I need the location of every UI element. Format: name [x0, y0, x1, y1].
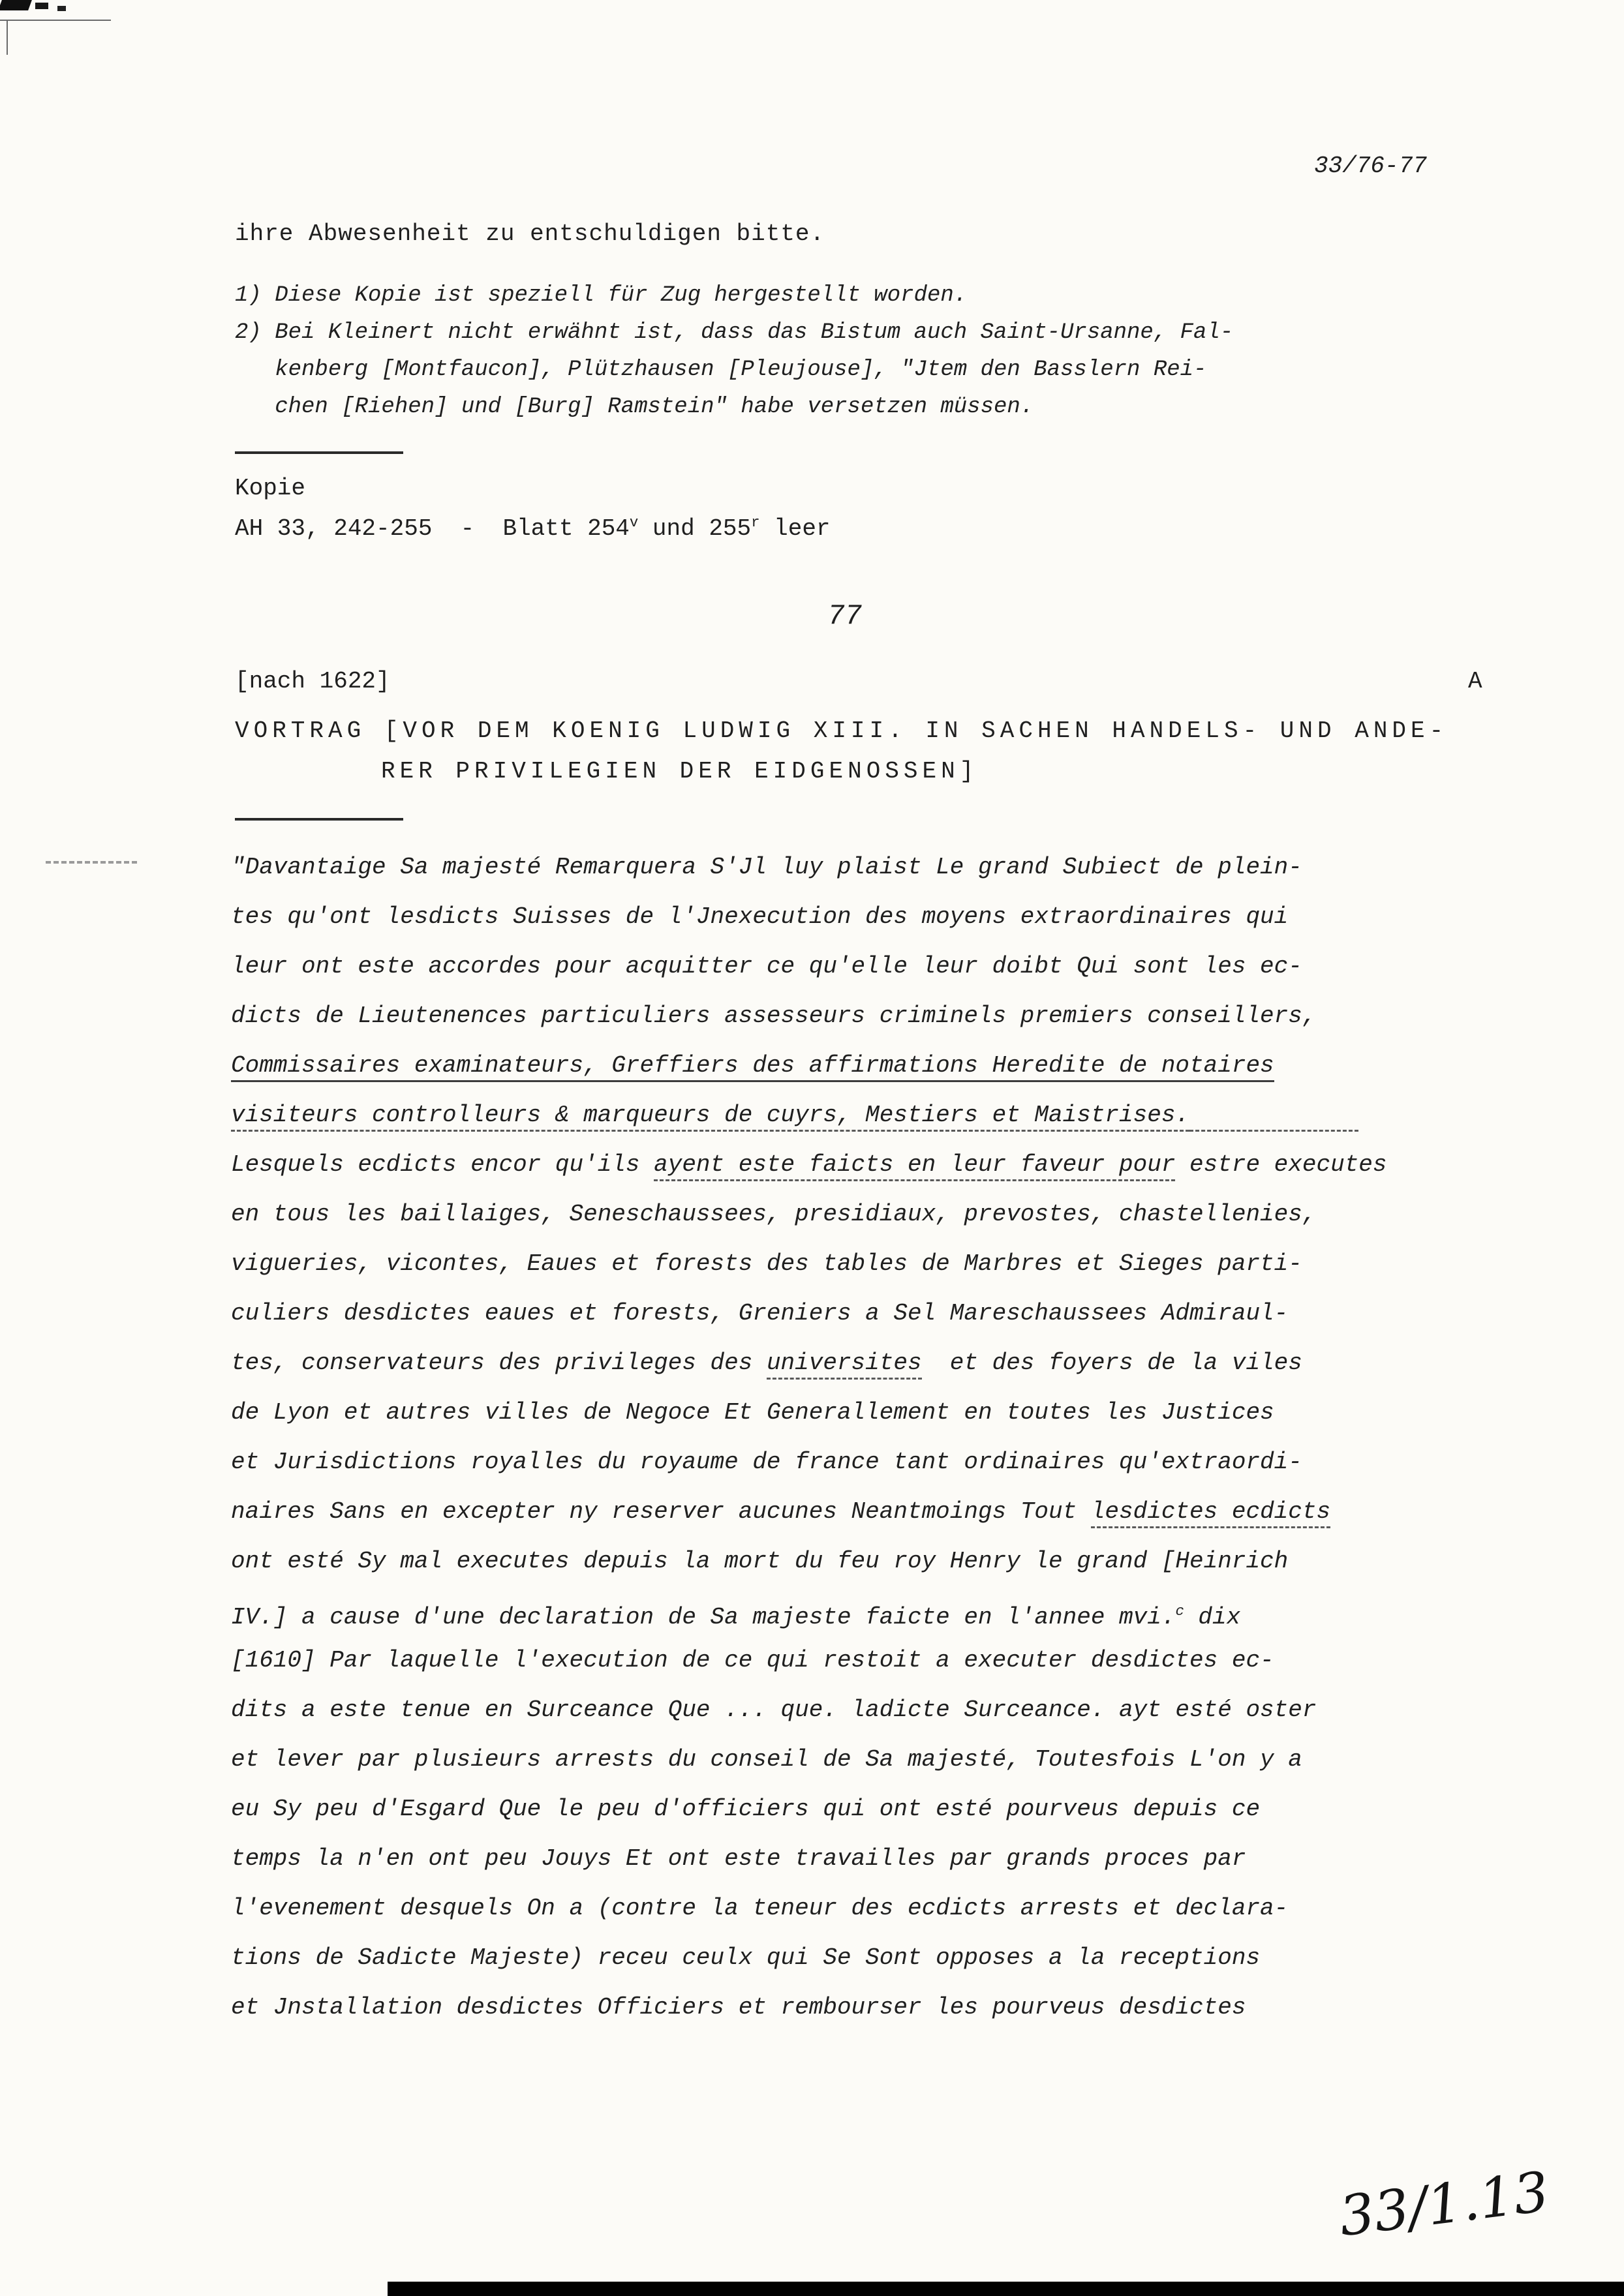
text-segment: dix [1184, 1604, 1241, 1631]
source-reference [235, 514, 831, 542]
body-line [231, 1487, 1387, 1537]
scan-artifact-blob [35, 3, 48, 9]
text-segment: et Jurisdictions royalles du royaume de france tant ordinaires qu'extraordi- [231, 1449, 1302, 1475]
text-segment: leur ont este accordes pour acquitter ce qu'elle leur doibt Qui sont les ec- [231, 953, 1302, 980]
body-line [231, 892, 1387, 942]
body-line [231, 1586, 1387, 1636]
body-line [231, 942, 1387, 991]
text-segment: estre executes [1175, 1151, 1387, 1178]
text-segment: lesdictes ecdicts [1091, 1498, 1330, 1528]
footnote-line: kenberg [Montfaucon], Plützhausen [Pleujouse], "Jtem den Basslern Rei- [235, 357, 1207, 382]
superscript: r [751, 514, 760, 531]
text-segment: "Davantaige Sa majesté Remarquera S'Jl luy plaist Le grand Subiect de plein- [231, 854, 1302, 881]
body-line [231, 1388, 1387, 1438]
body-line [231, 1884, 1387, 1933]
text-segment: leer [759, 515, 831, 542]
footnotes-block [235, 277, 1233, 426]
text-segment: und 255 [638, 515, 752, 542]
text-segment [1189, 1102, 1358, 1132]
scan-artifact-blob [57, 6, 66, 11]
text-segment: en tous les baillaiges, Seneschaussees, presidiaux, prevostes, chastellenies, [231, 1201, 1317, 1228]
text-segment: Commissaires examinateurs, Greffiers des affirmations Heredite de notaires [231, 1052, 1274, 1082]
footnote-line: chen [Riehen] und [Burg] Ramstein" habe versetzen müssen. [235, 395, 1034, 419]
text-segment: universites [767, 1350, 922, 1380]
body-line [231, 1438, 1387, 1487]
text-segment: naires Sans en excepter ny reserver aucunes Neantmoings Tout [231, 1498, 1091, 1525]
body-text [231, 843, 1387, 2032]
text-segment: AH 33, 242-255 - Blatt 254 [235, 515, 630, 542]
text-segment: et Jnstallation desdictes Officiers et rembourser les pourveus desdictes [231, 1994, 1246, 2021]
text-segment: l'evenement desquels On a (contre la teneur des ecdicts arrests et declara- [231, 1895, 1289, 1922]
body-line [231, 991, 1387, 1041]
page-reference: 33/76-77 [1314, 153, 1427, 179]
text-segment: et des foyers de la viles [921, 1350, 1302, 1376]
pencil-margin-mark [46, 861, 137, 864]
intro-line: ihre Abwesenheit zu entschuldigen bitte. [235, 220, 825, 247]
text-segment: vigueries, vicontes, Eaues et forests des tables de Marbres et Sieges parti- [231, 1250, 1302, 1277]
superscript: c [1175, 1603, 1184, 1620]
text-segment: tes qu'ont lesdicts Suisses de l'Jnexecution des moyens extraordinaires qui [231, 903, 1289, 930]
document-number: 77 [827, 600, 862, 633]
body-line [231, 1785, 1387, 1834]
text-segment: culiers desdictes eaues et forests, Greniers a Sel Mareschaussees Admiraul- [231, 1300, 1289, 1327]
text-segment: de Lyon et autres villes de Negoce Et Generallement en toutes les Justices [231, 1399, 1274, 1426]
footnote-line: 2) Bei Kleinert nicht erwähnt ist, dass das Bistum auch Saint-Ursanne, Fal- [235, 320, 1234, 345]
body-line [231, 1338, 1387, 1388]
body-line [231, 1041, 1387, 1091]
handwritten-archive-note: 33/1.13 [1336, 2159, 1552, 2249]
scan-artifact-bottom-bar [388, 2282, 1624, 2296]
title-underline-rule [235, 818, 403, 821]
text-segment: et lever par plusieurs arrests du conseil de Sa majesté, Toutesfois L'on y a [231, 1746, 1302, 1773]
body-line [231, 1735, 1387, 1785]
document-title-line1: VORTRAG [VOR DEM KOENIG LUDWIG XIII. IN SACHEN HANDELS- UND ANDE- [235, 718, 1448, 744]
body-line [231, 843, 1387, 892]
text-segment: IV.] a cause d'une declaration de Sa majeste faicte en l'annee mvi. [231, 1604, 1176, 1631]
text-segment: dicts de Lieutenences particuliers assesseurs criminels premiers conseillers, [231, 1003, 1317, 1029]
body-line [231, 1933, 1387, 1983]
text-segment: ont esté Sy mal executes depuis la mort du feu roy Henry le grand [Heinrich [231, 1548, 1289, 1575]
body-line [231, 1091, 1387, 1140]
source-label: Kopie [235, 475, 306, 502]
corner-letter: A [1468, 668, 1482, 695]
text-segment: Lesquels ecdicts encor qu'ils [231, 1151, 654, 1178]
body-line [231, 1983, 1387, 2032]
text-segment: eu Sy peu d'Esgard Que le peu d'officiers qui ont esté pourveus depuis ce [231, 1796, 1261, 1822]
footnote-separator-rule [235, 451, 403, 454]
text-segment: tions de Sadicte Majeste) receu ceulx qui Se Sont opposes a la receptions [231, 1944, 1261, 1971]
body-line [231, 1190, 1387, 1239]
text-segment: dits a este tenue en Surceance Que ... que. ladicte Surceance. ayt esté oster [231, 1697, 1317, 1723]
footnote-line: 1) Diese Kopie ist speziell für Zug hergestellt worden. [235, 283, 968, 308]
scan-artifact-blob [0, 0, 32, 10]
scan-edge-line-top [0, 20, 111, 21]
body-line [231, 1140, 1387, 1190]
text-segment: ayent este faicts en leur faveur pour [654, 1151, 1175, 1181]
text-segment: tes, conservateurs des privileges des [231, 1350, 767, 1376]
date-label: [nach 1622] [235, 668, 390, 695]
text-segment: visiteurs controlleurs & marqueurs de cuyrs, Mestiers et Maistrises. [231, 1102, 1189, 1132]
text-segment: temps la n'en ont peu Jouys Et ont este travailles par grands proces par [231, 1845, 1246, 1872]
body-line [231, 1289, 1387, 1338]
body-line [231, 1239, 1387, 1289]
body-line [231, 1685, 1387, 1735]
scan-edge-line-left [7, 20, 8, 55]
text-segment: [1610] Par laquelle l'execution de ce qui restoit a executer desdictes ec- [231, 1647, 1274, 1674]
body-line [231, 1834, 1387, 1884]
document-title-line2: RER PRIVILEGIEN DER EIDGENOSSEN] [381, 758, 979, 785]
body-line [231, 1537, 1387, 1586]
body-line [231, 1636, 1387, 1685]
superscript: v [629, 514, 639, 531]
